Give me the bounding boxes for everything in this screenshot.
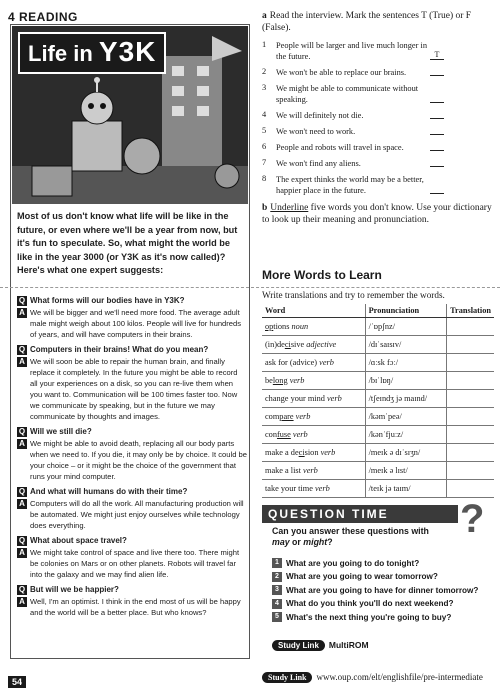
exercise-b-instruction (262, 202, 492, 226)
qa-answer (17, 438, 247, 482)
question-badge: Q (18, 427, 26, 436)
word-part: con (265, 430, 277, 439)
part-of-speech: verb (292, 430, 308, 439)
item-text: The expert thinks the world may be a better, happier place in the future. (276, 175, 424, 195)
question-number: 5 (272, 612, 282, 622)
item-text: We might be able to communicate without speaking. (276, 84, 419, 104)
answer-badge: A (17, 499, 27, 509)
illustration-banner (12, 26, 248, 204)
answer-blank[interactable] (430, 193, 444, 194)
answer-badge: A (17, 548, 27, 558)
qa-block (17, 295, 247, 622)
answer-text: Computers will do all the work. All manufacturing production will be automated. We might just enjoy ourselves while technology does everything. (30, 499, 244, 530)
item-number: 3 (262, 83, 267, 92)
question-badge: Q (18, 487, 26, 496)
translation-cell[interactable] (447, 444, 494, 462)
item-number: 8 (262, 174, 267, 183)
table-row (262, 354, 494, 372)
translation-cell[interactable] (447, 354, 494, 372)
answer-badge: A (17, 357, 27, 367)
true-false-item (262, 110, 492, 121)
answer-badge: A (17, 308, 27, 318)
question-text: What forms will our bodies have in Y3K? (30, 296, 185, 305)
exercise-a-text: Read the interview. Mark the sentences T (True) or F (False). (262, 11, 472, 33)
word-cell (262, 462, 365, 480)
question-text: What are you going to have for dinner tomorrow? (286, 585, 479, 595)
word-part: make a de (265, 448, 299, 457)
item-number: 7 (262, 158, 267, 167)
answer-blank[interactable]: T (430, 50, 444, 60)
item-text: We won't be able to replace our brains. (276, 68, 407, 77)
footer-study-link-badge: Study Link (262, 672, 312, 683)
table-row (262, 480, 494, 498)
question-badge: Q (18, 536, 26, 545)
translation-cell[interactable] (447, 390, 494, 408)
translation-cell[interactable] (447, 408, 494, 426)
item-number: 1 (262, 40, 267, 49)
answer-text: Well, I'm an optimist. I think in the end most of us will be happy and the world will be a better place. But who knows? (30, 597, 241, 617)
study-link-badge: Study Link (272, 640, 325, 651)
footer-study-link (262, 672, 483, 683)
word-stress: fuse (276, 430, 291, 439)
question-text: What are you going to do tonight? (286, 558, 420, 568)
item-text: We won't find any aliens. (276, 159, 361, 168)
part-of-speech: verb (303, 466, 318, 475)
translation-cell[interactable] (447, 336, 494, 354)
part-of-speech: verb (319, 358, 334, 367)
word-stress: ci (298, 448, 305, 457)
answer-text: We might take control of space and live there too. There might be colonies on Mars or on other planets. Robots will travel far into the galaxy and we may find alien life. (30, 548, 240, 579)
list-item (272, 585, 492, 595)
answer-blank[interactable] (430, 75, 444, 76)
qa-answer (17, 547, 247, 580)
table-row (262, 426, 494, 444)
qa-answer (17, 307, 247, 340)
question-time-instruction (272, 526, 442, 548)
question-text: What about space travel? (30, 536, 127, 545)
qa-question (17, 426, 247, 437)
list-item (272, 599, 492, 609)
pronunciation-cell: /meɪk ə dɪˈsɪʒn/ (365, 444, 447, 462)
item-text: People and robots will travel in space. (276, 143, 404, 152)
true-false-item (262, 142, 492, 153)
word-cell (262, 318, 365, 336)
word-part: ask for (advice) (265, 358, 318, 367)
answer-blank[interactable] (430, 102, 444, 103)
page-number: 54 (8, 676, 26, 688)
true-false-item (262, 83, 492, 105)
answer-text: We will be bigger and we'll need more food. The average adult male might weigh about 100 kilos. People will live for hundreds of years, and will have computers in their brains. (30, 308, 242, 339)
pronunciation-cell: /teɪk jə taɪm/ (365, 480, 447, 498)
question-number: 4 (272, 599, 282, 609)
word-cell (262, 480, 365, 498)
question-number: 3 (272, 585, 282, 595)
more-words-subtitle: Write translations and try to remember the words. (262, 290, 445, 300)
question-text: And what will humans do with their time? (30, 487, 188, 496)
translation-cell[interactable] (447, 480, 494, 498)
qa-question (17, 295, 247, 306)
dashed-divider (0, 287, 500, 288)
item-number: 5 (262, 126, 267, 135)
col-translation: Translation (447, 304, 494, 318)
pronunciation-cell: /meɪk ə lɪst/ (365, 462, 447, 480)
pronunciation-cell: /ˈɒpʃnz/ (365, 318, 447, 336)
item-number: 4 (262, 110, 267, 119)
qt-sub-might: might (303, 537, 328, 547)
answer-text: We will soon be able to repair the human brain, and finally replace it completely. In the future you might be able to record all your experiences on a disk, so you can re-live them when you want to. Communication will be 100 times faster too. Now we communicate by speaking, but in the future we may communicate by thoughts and images. (30, 357, 238, 421)
footer-url[interactable]: www.oup.com/elt/englishfile/pre-intermediate (316, 672, 483, 682)
table-row (262, 336, 494, 354)
qa-question (17, 344, 247, 355)
word-part: sion (304, 448, 319, 457)
exercise-b-label: b (262, 203, 268, 213)
question-text: Computers in their brains! What do you mean? (30, 345, 209, 354)
qa-question (17, 584, 247, 595)
word-stress: op (265, 322, 274, 331)
question-text: What are you going to wear tomorrow? (286, 572, 438, 581)
pronunciation-cell: /dɪˈsaɪsɪv/ (365, 336, 447, 354)
exercise-column (262, 10, 492, 226)
part-of-speech: noun (291, 322, 309, 331)
answer-blank[interactable] (430, 118, 444, 119)
qa-answer (17, 356, 247, 422)
word-part: make a list (265, 466, 301, 475)
col-pronunciation: Pronunciation (365, 304, 447, 318)
table-row (262, 372, 494, 390)
answer-badge: A (17, 597, 27, 607)
question-list (272, 558, 492, 626)
word-part: tions (273, 322, 290, 331)
more-words-title: More Words to Learn (262, 268, 382, 282)
word-part: sive (290, 340, 305, 349)
part-of-speech: verb (326, 394, 342, 403)
word-part: be (265, 376, 273, 385)
pronunciation-cell: /kənˈfjuːz/ (365, 426, 447, 444)
exercise-a-instruction (262, 10, 492, 34)
question-number: 1 (272, 558, 282, 568)
translation-cell[interactable] (447, 426, 494, 444)
word-cell (262, 408, 365, 426)
list-item (272, 612, 492, 622)
translation-cell[interactable] (447, 318, 494, 336)
question-time-banner: QUESTION TIME (262, 505, 458, 523)
title-prefix: Life in (28, 41, 99, 66)
true-false-item (262, 174, 492, 196)
col-word: Word (262, 304, 365, 318)
qa-question (17, 535, 247, 546)
answer-blank[interactable] (430, 150, 444, 151)
pronunciation-cell: /bɪˈlɒŋ/ (365, 372, 447, 390)
part-of-speech: verb (289, 376, 305, 385)
translation-cell[interactable] (447, 372, 494, 390)
qt-sub-mid: or (289, 537, 304, 547)
question-text: What's the next thing you're going to buy? (286, 612, 452, 622)
question-text: Will we still die? (30, 427, 92, 436)
answer-badge: A (17, 439, 27, 449)
pronunciation-cell: /ɑːsk fɔː/ (365, 354, 447, 372)
article-title (18, 32, 166, 74)
item-text: We will definitely not die. (276, 111, 364, 120)
word-part: (in)de (265, 340, 285, 349)
table-row (262, 444, 494, 462)
qt-sub-end: ? (327, 537, 333, 547)
list-item (272, 558, 492, 568)
qt-sub-may: may (272, 537, 290, 547)
word-part: change your mind (265, 394, 325, 403)
qa-question (17, 486, 247, 497)
word-stress: ci (284, 340, 291, 349)
table-row (262, 390, 494, 408)
table-row (262, 318, 494, 336)
word-stress: long (272, 376, 288, 385)
question-mark-icon (452, 496, 492, 536)
svg-text:?: ? (460, 497, 485, 536)
reading-box (10, 24, 250, 659)
study-link-label: MultiROM (328, 640, 369, 650)
translation-cell[interactable] (447, 462, 494, 480)
true-false-list (262, 40, 492, 196)
word-cell (262, 390, 365, 408)
question-badge: Q (18, 345, 26, 354)
table-row (262, 462, 494, 480)
pronunciation-cell: /kəmˈpeə/ (365, 408, 447, 426)
question-text: What do you think you'll do next weekend? (286, 599, 454, 608)
vocabulary-table (262, 304, 494, 498)
true-false-item (262, 158, 492, 169)
word-stress: pare (279, 412, 294, 421)
question-text: But will we be happier? (30, 585, 119, 594)
question-number: 2 (272, 572, 282, 582)
true-false-item (262, 126, 492, 137)
question-badge: Q (18, 585, 26, 594)
item-number: 6 (262, 142, 267, 151)
answer-blank[interactable] (430, 134, 444, 135)
intro-paragraph: Most of us don't know what life will be like in the future, or even where we'll be a year from now, but it's fun to speculate. So, what might the world be like in the year 3000 (or Y3K as it's now called)? Here's what one expert suggests: (17, 211, 238, 275)
title-y3k: Y3K (98, 36, 157, 67)
study-link-multirom (272, 640, 369, 651)
item-number: 2 (262, 67, 267, 76)
part-of-speech: adjective (306, 340, 337, 349)
list-item (272, 572, 492, 582)
exercise-a-label: a (262, 11, 267, 21)
word-part: com (265, 412, 280, 421)
word-cell (262, 336, 365, 354)
part-of-speech: verb (315, 484, 330, 493)
answer-blank[interactable] (430, 166, 444, 167)
section-heading: 4 READING (8, 10, 78, 24)
true-false-item (262, 40, 492, 62)
part-of-speech: verb (320, 448, 336, 457)
table-row (262, 408, 494, 426)
qt-sub-pre: Can you answer these questions with (272, 526, 429, 536)
word-cell (262, 444, 365, 462)
answer-text: We might be able to avoid death, replacing all our body parts when we need to. If you die, it may only be by choice. It could be your choice – or it might be the choice of the government that runs your mind computer. (30, 439, 247, 481)
true-false-item (262, 67, 492, 78)
exercise-b-text: five words you don't know. Use your dictionary to look up their meaning and pronunciation. (262, 203, 492, 225)
word-cell (262, 372, 365, 390)
pronunciation-cell: /tʃeɪndʒ jə maɪnd/ (365, 390, 447, 408)
item-text: People will be larger and live much longer in the future. (276, 41, 428, 61)
item-text: We won't need to work. (276, 127, 356, 136)
qa-answer (17, 596, 247, 618)
underline-word: Underline (270, 203, 309, 213)
qa-answer (17, 498, 247, 531)
word-cell (262, 426, 365, 444)
part-of-speech: verb (295, 412, 311, 421)
word-cell (262, 354, 365, 372)
word-part: take your time (265, 484, 313, 493)
question-badge: Q (18, 296, 26, 305)
